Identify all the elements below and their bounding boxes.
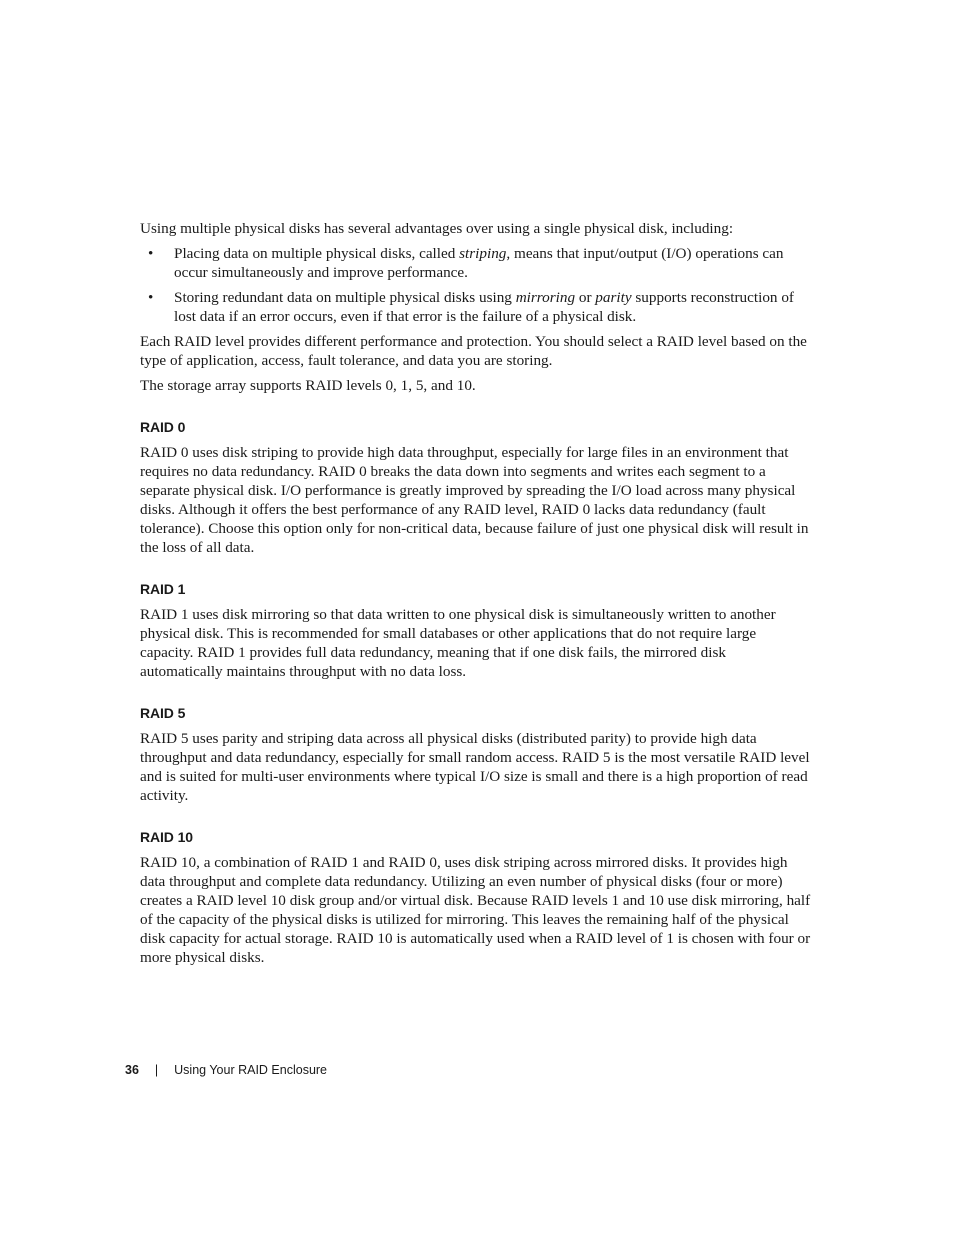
page-content: [140, 219, 812, 973]
section-heading-raid-10: RAID 10: [140, 829, 193, 845]
section-heading-raid-5: RAID 5: [140, 705, 186, 721]
chapter-title: Using Your RAID Enclosure: [174, 1063, 328, 1077]
page-footer: [125, 1062, 327, 1078]
supported-levels-paragraph: The storage array supports RAID levels 0, 1, 5, and 10.: [140, 377, 476, 394]
section-body-raid-1: RAID 1 uses disk mirroring so that data written to one physical disk is simultaneously written to another physical disk. This is recommended for small databases or other applications that do not require large capacity. RAID 1 provides full data redundancy, meaning that if one disk fails, the mirrored disk automatically maintains throughput with no data loss.: [140, 606, 776, 680]
section-heading-raid-0: RAID 0: [140, 419, 186, 435]
list-item: [140, 244, 812, 282]
bullet-text-pre: Storing redundant data on multiple physical disks using: [174, 289, 516, 306]
section-body-raid-10: RAID 10, a combination of RAID 1 and RAID 0, uses disk striping across mirrored disks. It provides high data throughput and complete data redundancy. Utilizing an even number of physical disks (four or more) creates a RAID level 10 disk group and/or virtual disk. Because RAID levels 1 and 10 use disk mirroring, half of the capacity of the physical disks is utilized for mirroring. This leaves the remaining half of the physical disk capacity for actual storage. RAID 10 is automatically used when a RAID level of 1 is chosen with four or more physical disks.: [140, 854, 811, 966]
bullet-term-mirroring: mirroring: [515, 289, 576, 306]
bullet-term-parity: parity: [595, 289, 632, 306]
raid-levels-paragraph: Each RAID level provides different performance and protection. You should select a RAID level based on the type of application, access, fault tolerance, and data you are storing.: [140, 333, 807, 369]
advantages-list: [140, 244, 812, 326]
footer-separator: |: [154, 1063, 159, 1077]
list-item: [140, 288, 812, 326]
bullet-text-post: supports reconstruction of lost data if an error occurs, even if that error is the failure of a physical disk.: [174, 289, 794, 325]
bullet-text-pre: Placing data on multiple physical disks, called: [174, 245, 460, 262]
section-heading-raid-1: RAID 1: [140, 581, 186, 597]
section-body-raid-5: RAID 5 uses parity and striping data across all physical disks (distributed parity) to provide high data throughput and data redundancy, especially for small random access. RAID 5 is the most versatile RAID level and is suited for multi-user environments where typical I/O size is small and there is a high proportion of read activity.: [140, 730, 810, 804]
bullet-text-post: , means that input/output (I/O) operations can occur simultaneously and improve performance.: [174, 245, 784, 281]
page-number: 36: [125, 1063, 139, 1077]
bullet-term-striping: striping: [459, 245, 507, 262]
bullet-text-mid: or: [575, 289, 596, 306]
intro-paragraph: Using multiple physical disks has several advantages over using a single physical disk, including:: [140, 220, 734, 237]
section-body-raid-0: RAID 0 uses disk striping to provide high data throughput, especially for large files in an environment that requires no data redundancy. RAID 0 breaks the data down into segments and writes each segment to a separate physical disk. I/O performance is greatly improved by spreading the I/O load across many physical disks. Although it offers the best performance of any RAID level, RAID 0 lacks data redundancy (fault tolerance). Choose this option only for non-critical data, because failure of just one physical disk will result in the loss of all data.: [140, 444, 809, 556]
bullet-icon: •: [148, 289, 154, 306]
bullet-icon: •: [148, 245, 154, 262]
